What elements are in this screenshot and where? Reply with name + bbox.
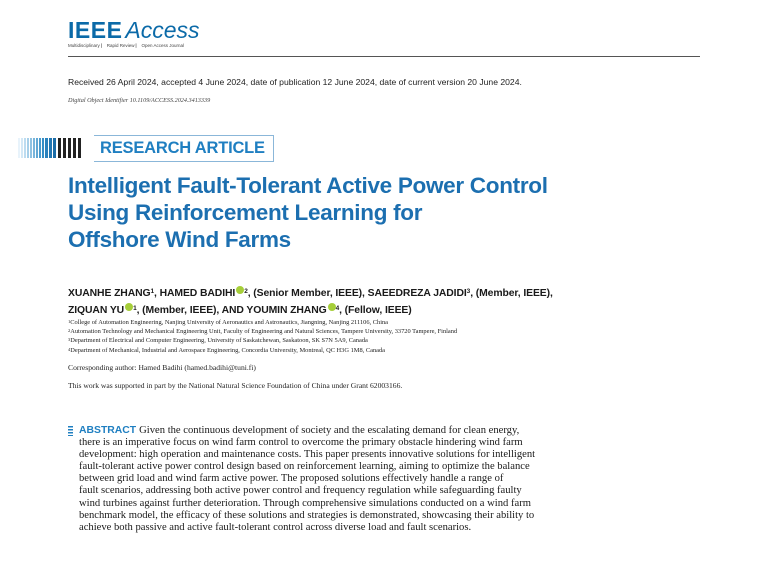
author-name: ZIQUAN YU <box>68 305 125 316</box>
abstract-line <box>68 425 728 437</box>
abstract-line: development: high operation and maintenance costs. This paper presents innovative solutions for intelligent <box>79 449 536 461</box>
title-line: Intelligent Fault-Tolerant Active Power Control <box>68 173 548 198</box>
author-role: , (Member, IEEE), <box>470 288 553 299</box>
affiliation-number: 1 <box>68 319 71 324</box>
author-affil-sup: 1 <box>133 305 137 312</box>
author-affil-sup: 4 <box>335 305 340 312</box>
title-line: Offshore Wind Farms <box>68 227 291 252</box>
doi: Digital Object Identifier 10.1109/ACCESS.2024.3413339 <box>68 97 211 104</box>
author-role: , (Member, IEEE), AND YOUMIN ZHANG <box>136 305 327 316</box>
logo-tagline: Multidisciplinary ⎸ Rapid Review ⎸ Open Access Journal <box>68 43 185 48</box>
author-role: , (Senior Member, IEEE), SAEEDREZA JADIDI <box>247 288 467 299</box>
journal-logo <box>68 18 200 48</box>
logo-journal-name: Access <box>125 17 200 43</box>
article-type-banner <box>18 135 298 163</box>
abstract-label: ABSTRACT <box>79 425 137 436</box>
affiliation-text: Automation Technology and Mechanical Engineering Unit, Faculty of Engineering and Natural Sciences, Tampere University, 33720 Tampere, Finland <box>70 328 458 336</box>
author-list <box>68 285 708 319</box>
author-line <box>68 302 708 319</box>
orcid-icon[interactable] <box>236 286 244 294</box>
abstract <box>68 425 728 534</box>
author-affil-sup: 1 <box>150 288 155 295</box>
funding-note: This work was supported in part by the National Natural Science Foundation of China under Grant 62003166. <box>68 381 403 390</box>
affiliation <box>68 327 457 336</box>
header-divider <box>68 56 700 57</box>
banner-stripes-decoration <box>18 138 94 158</box>
affiliation-number: 2 <box>68 328 71 334</box>
abstract-line: benchmark model, the efficacy of these solutions and strategies is demonstrated, showcasing their ability to <box>79 509 535 521</box>
abstract-line: achieve both passive and active fault-tolerant control across diverse load and fault scenarios. <box>79 521 472 533</box>
paper-title <box>68 172 688 253</box>
publication-history: Received 26 April 2024, accepted 4 June 2024, date of publication 12 June 2024, date of current version 20 June 2024. <box>68 77 522 87</box>
affiliation-text: Department of Electrical and Computer Engineering, University of Saskatchewan, Saskatoon, SK S7N 5A9, Canada <box>70 337 368 345</box>
affiliation <box>68 346 457 355</box>
author-name: XUANHE ZHANG <box>68 288 151 299</box>
author-affil-sup: 3 <box>466 288 471 295</box>
article-type-label: RESEARCH ARTICLE <box>100 139 265 157</box>
title-line: Using Reinforcement Learning for <box>68 200 423 225</box>
logo-wordmark <box>68 18 200 42</box>
abstract-marker-icon <box>68 426 73 436</box>
affiliation-text: College of Automation Engineering, Nanjing University of Aeronautics and Astronautics, Jiangning, Nanjing 211106, China <box>70 319 389 326</box>
abstract-text: Given the continuous development of society and the escalating demand for clean energy, <box>139 425 520 436</box>
orcid-icon[interactable] <box>125 303 133 311</box>
affiliation <box>68 318 457 327</box>
abstract-line: wind turbines against further deterioration. Through comprehensive simulations conducted on a wind farm <box>79 497 531 509</box>
author-role: , (Fellow, IEEE) <box>339 305 412 316</box>
abstract-line: fault-tolerant active power control design based on reinforcement learning, aiming to optimize the balance <box>79 461 530 473</box>
author-line <box>68 285 708 302</box>
abstract-line: fault scenarios, addressing both active power control and frequency regulation while safeguarding faulty <box>79 485 522 497</box>
orcid-icon[interactable] <box>328 303 336 311</box>
affiliation <box>68 336 457 345</box>
abstract-line: between grid load and wind farm active power. The proposed solutions effectively handle a range of <box>79 473 504 485</box>
affiliation-number: 3 <box>68 337 71 343</box>
author-name: , HAMED BADIHI <box>154 288 236 299</box>
author-affil-sup: 2 <box>244 288 248 295</box>
affiliation-number: 4 <box>68 346 71 352</box>
corresponding-author: Corresponding author: Hamed Badihi (hamed.badihi@tuni.fi) <box>68 363 256 372</box>
affiliation-text: Department of Mechanical, Industrial and Aerospace Engineering, Concordia University, Montreal, QC H3G 1M8, Canada <box>70 346 386 354</box>
logo-brand: IEEE <box>68 17 123 43</box>
abstract-line: there is an imperative focus on wind farm control to overcome the primary obstacle hindering wind farm <box>79 437 523 449</box>
article-type-box <box>94 135 274 162</box>
affiliations <box>68 318 457 355</box>
